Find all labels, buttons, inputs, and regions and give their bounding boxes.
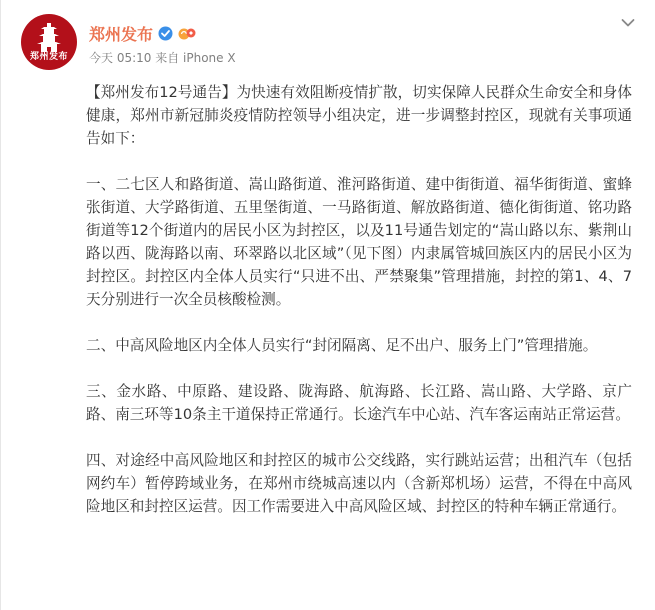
verified-badge-icon (158, 26, 173, 41)
author-name[interactable]: 郑州发布 (89, 24, 154, 44)
fan-badge-icon[interactable] (178, 26, 196, 41)
post-paragraph: 【郑州发布12号通告】为快速有效阻断疫情扩散，切实保障人民群众生命安全和身体健康，郑州市新冠肺炎疫情防控领导小组决定，进一步调整封控区，现就有关事项通告如下： (86, 84, 632, 147)
post-paragraph: 一、二七区人和路街道、嵩山路街道、淮河路街道、建中街街道、福华街街道、蜜蜂张街道、大学路街道、五里堡街道、一马路街道、解放路街道、德化街街道、铭功路街道等12个街道内的居民小区为封控区，以及11号通告划定的“嵩山路以东、紫荆山路以西、陇海路以南、环翠路以北区域”（见下图）内隶属管城回族区内的居民小区为封控区。封控区内全体人员实行“只进不出、严禁聚集”管理措施，封控的第1、4、7天分别进行一次全员核酸检测。 (86, 176, 632, 308)
post-paragraph: 二、中高风险地区内全体人员实行“封闭隔离、足不出户、服务上门”管理措施。 (86, 337, 598, 354)
chevron-down-icon[interactable] (621, 18, 635, 28)
post-meta: 今天 05:10 来自 iPhone X (89, 51, 236, 65)
post-body (86, 81, 632, 541)
avatar[interactable] (21, 14, 77, 70)
post-header (17, 12, 639, 78)
avatar-label: 郑州发布 (29, 52, 68, 62)
author-row (89, 22, 196, 44)
post-paragraph: 三、金水路、中原路、建设路、陇海路、航海路、长江路、嵩山路、大学路、京广路、南三环等10条主干道保持正常通行。长途汽车中心站、汽车客运南站正常运营。 (86, 383, 632, 423)
post-paragraph: 四、对途经中高风险地区和封控区的城市公交线路，实行跳站运营；出租汽车（包括网约车）暂停跨域业务，在郑州市绕城高速以内（含新郑机场）运营，不得在中高风险地区和封控区运营。因工作需要进入中高风险区域、封控区的特种车辆正常通行。 (86, 452, 632, 515)
